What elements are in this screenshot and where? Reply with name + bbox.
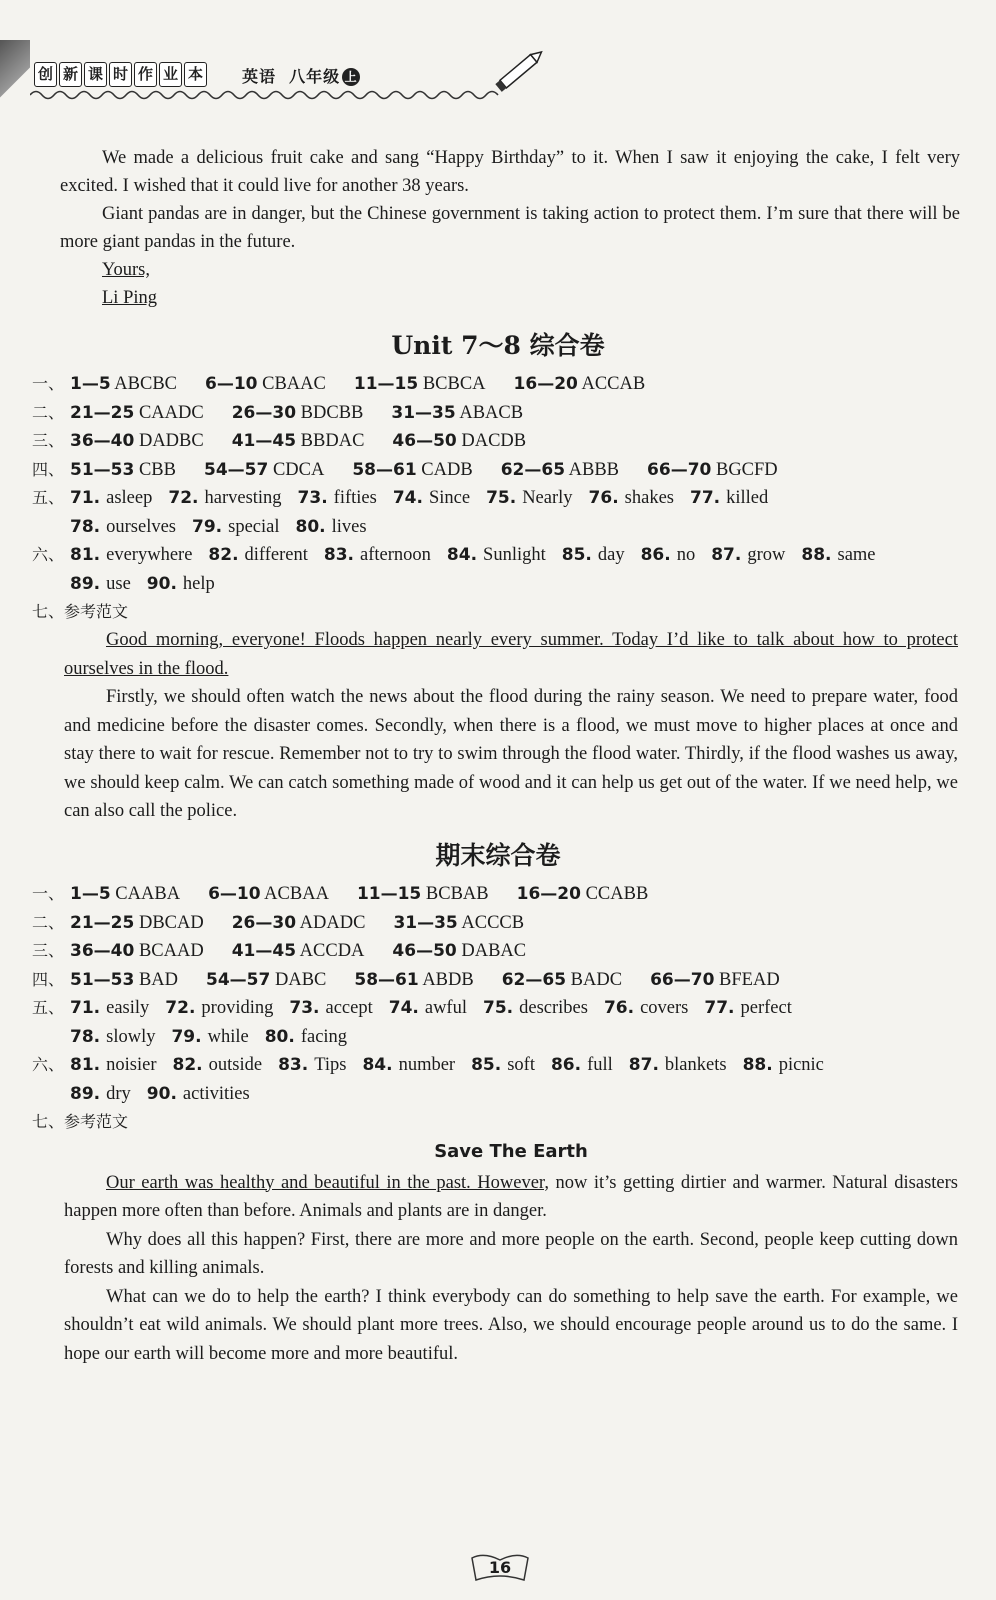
answer-word: activities — [182, 1083, 250, 1104]
answer-word: afternoon — [360, 545, 431, 565]
answer-letters: CBB — [138, 459, 176, 480]
answer-item — [483, 994, 588, 1023]
question-number: 81. — [70, 545, 101, 565]
answer-item — [690, 484, 768, 513]
unit78-answers — [32, 370, 962, 627]
answer-item — [486, 484, 572, 513]
page-header — [0, 0, 996, 110]
answer-word: fifties — [333, 488, 377, 508]
answer-item — [70, 541, 192, 570]
essay-title: Save The Earth — [434, 1141, 588, 1162]
grade: 八年级 — [289, 67, 341, 86]
answer-word: asleep — [106, 488, 153, 508]
question-number: 88. — [801, 545, 832, 565]
answer-group — [70, 456, 176, 485]
answer-item — [70, 1080, 131, 1109]
question-range: 51—53 — [70, 969, 135, 990]
question-part-label: 七、参考范文 — [32, 602, 129, 621]
question-number: 75. — [486, 488, 517, 508]
answer-item — [362, 1051, 455, 1080]
answer-word: accept — [325, 998, 373, 1018]
question-range: 66—70 — [647, 459, 712, 480]
answer-letters: ABACB — [459, 402, 524, 423]
question-number: 90. — [146, 573, 177, 594]
question-number: 90. — [146, 1083, 177, 1104]
answer-group — [70, 370, 177, 399]
question-range: 58—61 — [352, 459, 417, 480]
answer-item — [265, 1023, 347, 1052]
answer-letters: ABDB — [422, 969, 474, 990]
answer-group — [391, 399, 523, 428]
question-part-label: 六、 — [32, 1055, 65, 1074]
answer-word: number — [398, 1055, 456, 1075]
question-number: 78. — [70, 516, 101, 537]
answer-group — [357, 880, 489, 909]
answer-row — [32, 484, 962, 513]
final-model-essay — [64, 1138, 958, 1368]
question-number: 79. — [171, 1026, 202, 1047]
question-range: 11—15 — [356, 884, 422, 904]
answer-letters: BAD — [138, 969, 179, 990]
question-number: 82. — [208, 545, 239, 565]
answer-letters: BGCFD — [715, 459, 778, 480]
answer-item — [589, 484, 674, 513]
answer-letters: CAADC — [138, 402, 204, 423]
answer-letters: ACCDA — [299, 941, 365, 961]
question-range: 58—61 — [354, 969, 419, 990]
answer-letters: BCBCA — [422, 374, 486, 394]
answer-letters: ABCBC — [114, 374, 177, 394]
answer-group — [502, 966, 622, 995]
question-range: 26—30 — [231, 402, 297, 423]
answer-word: Tips — [314, 1055, 347, 1075]
subject: 英语 — [242, 67, 277, 86]
page-number: 16 — [468, 1550, 532, 1586]
answer-letters: DADBC — [138, 431, 204, 451]
question-part-label: 四、 — [32, 459, 65, 479]
answer-word: slowly — [106, 1026, 156, 1047]
question-number: 73. — [289, 998, 320, 1018]
answer-item — [278, 1051, 346, 1080]
answer-word: no — [676, 545, 696, 565]
question-part-label: 六、 — [32, 545, 65, 564]
header-wave-divider — [30, 88, 500, 102]
answer-word: describes — [519, 998, 588, 1018]
answer-word: use — [106, 573, 131, 594]
answer-word: facing — [300, 1026, 348, 1047]
answer-item — [447, 541, 546, 570]
question-part-label: 一、 — [32, 374, 65, 393]
answer-item — [393, 484, 470, 513]
answer-word: blankets — [664, 1055, 727, 1075]
question-number: 72. — [165, 998, 196, 1018]
question-part-label: 七、参考范文 — [32, 1112, 129, 1131]
series-char: 本 — [184, 62, 207, 87]
answer-word: special — [228, 516, 280, 537]
answer-word: day — [597, 545, 625, 565]
answer-letters: ACBAA — [264, 884, 329, 904]
series-char: 创 — [34, 62, 57, 87]
answer-row — [32, 370, 962, 399]
question-range: 21—25 — [70, 402, 135, 423]
question-number: 77. — [704, 998, 735, 1018]
answer-row — [32, 513, 962, 542]
question-number: 87. — [711, 545, 742, 565]
answer-word: grow — [747, 545, 786, 565]
pencil-icon — [490, 40, 550, 100]
answer-letters: BFEAD — [719, 969, 780, 990]
question-number: 85. — [561, 545, 592, 565]
unit78-model-essay — [64, 626, 958, 826]
answer-item — [743, 1051, 824, 1080]
answer-letters: CAABA — [115, 884, 181, 904]
question-range: 46—50 — [392, 941, 457, 961]
question-number: 76. — [588, 488, 619, 508]
answer-row — [32, 966, 962, 995]
answer-item — [70, 1051, 156, 1080]
answer-item — [70, 570, 131, 599]
question-range: 6—10 — [208, 884, 261, 904]
letter-paragraph: Giant pandas are in danger, but the Chinese government is taking action to protect them. I’m sure that there will be more giant pandas in the future. — [60, 204, 960, 252]
answer-word: shakes — [624, 488, 674, 508]
answer-word: picnic — [778, 1055, 824, 1075]
question-range: 36—40 — [70, 431, 135, 451]
answer-word: full — [587, 1055, 613, 1075]
answer-item — [641, 541, 696, 570]
answer-word: killed — [726, 488, 769, 508]
essay-paragraph: What can we do to help the earth? I think everybody can do something to help save the earth. For example, we shouldn’t eat wild animals. We should plant more trees. Also, we should encourage people around us to do the same. I hope our earth will become more and more beautiful. — [64, 1286, 958, 1364]
question-part-label: 四、 — [32, 969, 65, 989]
answer-word: outside — [208, 1055, 263, 1075]
grade-term-mark: 上 — [342, 68, 360, 86]
question-number: 83. — [278, 1055, 309, 1075]
letter-signature: Li Ping — [102, 288, 157, 308]
question-range: 31—35 — [393, 912, 458, 933]
answer-letters: CDCA — [272, 459, 325, 480]
answer-letters: BCAAD — [138, 941, 204, 961]
answer-item — [298, 484, 377, 513]
answer-word: ourselves — [106, 516, 176, 537]
question-range: 1—5 — [70, 884, 111, 904]
question-range: 26—30 — [231, 912, 297, 933]
answer-row — [32, 880, 962, 909]
question-range: 54—57 — [206, 969, 271, 990]
answer-group — [232, 909, 366, 938]
answer-letters: CCABB — [585, 884, 649, 904]
essay-paragraph: Firstly, we should often watch the news about the flood during the rainy season. We need to prepare water, food and medicine before the disaster comes. Secondly, when there is a flood, we must move to higher places at once and stay there to wait for rescue. Remember not to try to swim through the flood water. Thirdly, if the flood washes us away, we should keep calm. We can catch something made of wood and it can help us get out of the water. If we need help, we can also call the police. — [64, 687, 958, 821]
question-number: 81. — [70, 1055, 101, 1075]
subject-grade — [242, 64, 360, 87]
answer-word: same — [837, 545, 876, 565]
answer-row — [32, 399, 962, 428]
answer-group — [70, 937, 204, 966]
answer-row — [32, 427, 962, 456]
answer-letters: ABBB — [568, 459, 620, 480]
essay-paragraph: Good morning, everyone! Floods happen nearly every summer. Today I’d like to talk about how to protect ourselves in the flood. — [64, 630, 958, 679]
answer-word: help — [182, 573, 215, 594]
answer-group — [232, 399, 364, 428]
answer-letters: DABAC — [461, 941, 527, 961]
answer-item — [629, 1051, 727, 1080]
question-part-label: 三、 — [32, 431, 65, 450]
answer-item — [324, 541, 431, 570]
question-number: 87. — [628, 1055, 659, 1075]
answer-letters: BADC — [570, 969, 623, 990]
answer-word: while — [207, 1026, 249, 1047]
answer-group — [354, 966, 473, 995]
answer-item — [171, 1023, 248, 1052]
essay-paragraph: Our earth was healthy and beautiful in the past. However, now it’s getting dirtier and warmer. Natural disasters happen more often than before. Animals and plants are in danger. — [64, 1172, 958, 1221]
answer-item — [147, 570, 215, 599]
answer-row — [32, 541, 962, 570]
question-number: 78. — [70, 1026, 101, 1047]
answer-row — [32, 1080, 962, 1109]
answer-letters: ACCCB — [461, 912, 525, 933]
answer-item — [192, 513, 280, 542]
series-char: 业 — [159, 62, 182, 87]
answer-item — [801, 541, 875, 570]
answer-item — [289, 994, 372, 1023]
answer-row — [32, 909, 962, 938]
answer-item — [168, 484, 281, 513]
answer-group — [392, 427, 526, 456]
answer-row — [32, 994, 962, 1023]
letter-closing: Yours, — [102, 260, 150, 280]
answer-word: Sunlight — [483, 545, 546, 565]
question-part-label: 一、 — [32, 884, 65, 903]
question-number: 89. — [70, 1083, 101, 1104]
answer-group — [514, 370, 646, 399]
answer-item — [172, 1051, 262, 1080]
answer-row — [32, 1051, 962, 1080]
answer-item — [604, 994, 688, 1023]
answer-group — [70, 427, 204, 456]
answer-item — [296, 513, 367, 542]
series-char: 课 — [84, 62, 107, 87]
answer-word: dry — [106, 1083, 131, 1104]
answer-word: lives — [331, 516, 367, 537]
question-number: 82. — [172, 1055, 203, 1075]
section-title-final: 期末综合卷 — [435, 841, 561, 870]
question-number: 88. — [742, 1055, 773, 1075]
question-range: 6—10 — [205, 374, 258, 394]
answer-group — [232, 427, 365, 456]
answer-word: everywhere — [106, 545, 193, 565]
answer-item — [551, 1051, 613, 1080]
answer-row — [32, 1108, 962, 1137]
series-title — [34, 62, 207, 87]
question-number: 89. — [70, 573, 101, 594]
answer-letters: BDCBB — [300, 402, 364, 423]
corner-decoration — [0, 40, 30, 105]
question-range: 41—45 — [231, 431, 297, 451]
answer-group — [647, 456, 778, 485]
question-range: 11—15 — [353, 374, 419, 394]
question-number: 74. — [392, 488, 423, 508]
question-number: 75. — [482, 998, 514, 1018]
answer-group — [70, 909, 204, 938]
answer-letters: BCBAB — [425, 884, 489, 904]
question-number: 86. — [550, 1055, 582, 1075]
answer-row — [32, 456, 962, 485]
question-number: 73. — [297, 488, 328, 508]
answer-word: awful — [424, 998, 467, 1018]
answer-letters: DACDB — [461, 431, 527, 451]
answer-group — [70, 880, 180, 909]
answer-letters: BBDAC — [300, 431, 365, 451]
answer-item — [165, 994, 273, 1023]
question-range: 1—5 — [70, 374, 111, 394]
answer-letters: DBCAD — [138, 912, 204, 933]
answer-group — [501, 456, 619, 485]
question-number: 83. — [323, 545, 355, 565]
answer-item — [147, 1080, 250, 1109]
essay-paragraph: Why does all this happen? First, there are more and more people on the earth. Second, people keep cutting down forests and killing animals. — [64, 1229, 958, 1278]
answer-group — [392, 937, 526, 966]
question-range: 41—45 — [231, 941, 297, 961]
question-number: 84. — [362, 1055, 393, 1075]
answer-item — [70, 513, 176, 542]
question-part-label: 五、 — [32, 488, 65, 507]
answer-item — [562, 541, 625, 570]
answer-word: perfect — [740, 998, 792, 1018]
question-range: 66—70 — [650, 969, 715, 990]
question-part-label: 二、 — [32, 912, 65, 932]
answer-row — [32, 937, 962, 966]
question-number: 80. — [295, 516, 326, 537]
series-char: 作 — [134, 62, 157, 87]
answer-group — [650, 966, 780, 995]
answer-letters: CBAAC — [262, 374, 326, 394]
question-range: 54—57 — [203, 459, 269, 480]
question-number: 79. — [192, 516, 223, 537]
question-number: 72. — [168, 488, 199, 508]
answer-item — [711, 541, 785, 570]
answer-group — [208, 880, 329, 909]
answer-item — [70, 1023, 155, 1052]
question-range: 62—65 — [500, 459, 566, 480]
question-range: 21—25 — [70, 912, 135, 933]
answer-group — [517, 880, 649, 909]
answer-letters: ADADC — [299, 912, 366, 933]
question-number: 85. — [471, 1055, 502, 1075]
answer-group — [205, 370, 326, 399]
question-number: 71. — [70, 488, 101, 508]
question-part-label: 二、 — [32, 402, 65, 422]
question-range: 36—40 — [70, 941, 135, 961]
letter-continuation — [60, 144, 960, 312]
answer-word: Nearly — [522, 488, 573, 508]
final-answers — [32, 880, 962, 1137]
answer-item — [704, 994, 791, 1023]
question-number: 86. — [640, 545, 671, 565]
letter-paragraph: We made a delicious fruit cake and sang “Happy Birthday” to it. When I saw it enjoying the cake, I felt very excited. I wished that it could live for another 38 years. — [60, 148, 960, 196]
section-title-unit78: Unit 7～8 综合卷 — [391, 331, 605, 360]
answer-item — [389, 994, 467, 1023]
answer-word: different — [244, 545, 308, 565]
answer-letters: ACCAB — [581, 374, 646, 394]
question-range: 62—65 — [501, 969, 567, 990]
question-number: 80. — [264, 1026, 295, 1047]
question-number: 76. — [603, 998, 635, 1018]
question-number: 84. — [446, 545, 478, 565]
question-range: 16—20 — [516, 884, 581, 904]
answer-row — [32, 570, 962, 599]
answer-row — [32, 598, 962, 627]
answer-word: harvesting — [204, 488, 282, 508]
question-part-label: 五、 — [32, 998, 65, 1017]
series-char: 新 — [59, 62, 82, 87]
answer-group — [70, 399, 204, 428]
question-part-label: 三、 — [32, 941, 65, 960]
answer-group — [206, 966, 326, 995]
question-range: 46—50 — [392, 431, 457, 451]
answer-row — [32, 1023, 962, 1052]
answer-group — [354, 370, 486, 399]
answer-group — [70, 966, 178, 995]
answer-group — [393, 909, 524, 938]
answer-group — [352, 456, 472, 485]
answer-item — [70, 994, 149, 1023]
question-range: 16—20 — [513, 374, 578, 394]
answer-letters: DABC — [274, 969, 327, 990]
answer-word: providing — [201, 998, 274, 1018]
answer-item — [70, 484, 152, 513]
answer-item — [471, 1051, 535, 1080]
question-number: 74. — [388, 998, 419, 1018]
question-number: 77. — [689, 488, 721, 508]
answer-letters: CADB — [421, 459, 473, 480]
answer-item — [208, 541, 307, 570]
series-char: 时 — [109, 62, 132, 87]
answer-word: soft — [507, 1055, 535, 1075]
question-number: 71. — [70, 998, 101, 1018]
answer-group — [204, 456, 324, 485]
answer-word: Since — [428, 488, 471, 508]
answer-word: noisier — [106, 1055, 157, 1075]
question-range: 31—35 — [391, 402, 456, 423]
answer-word: covers — [640, 998, 689, 1018]
question-range: 51—53 — [70, 459, 135, 480]
answer-word: easily — [106, 998, 150, 1018]
answer-group — [232, 937, 365, 966]
